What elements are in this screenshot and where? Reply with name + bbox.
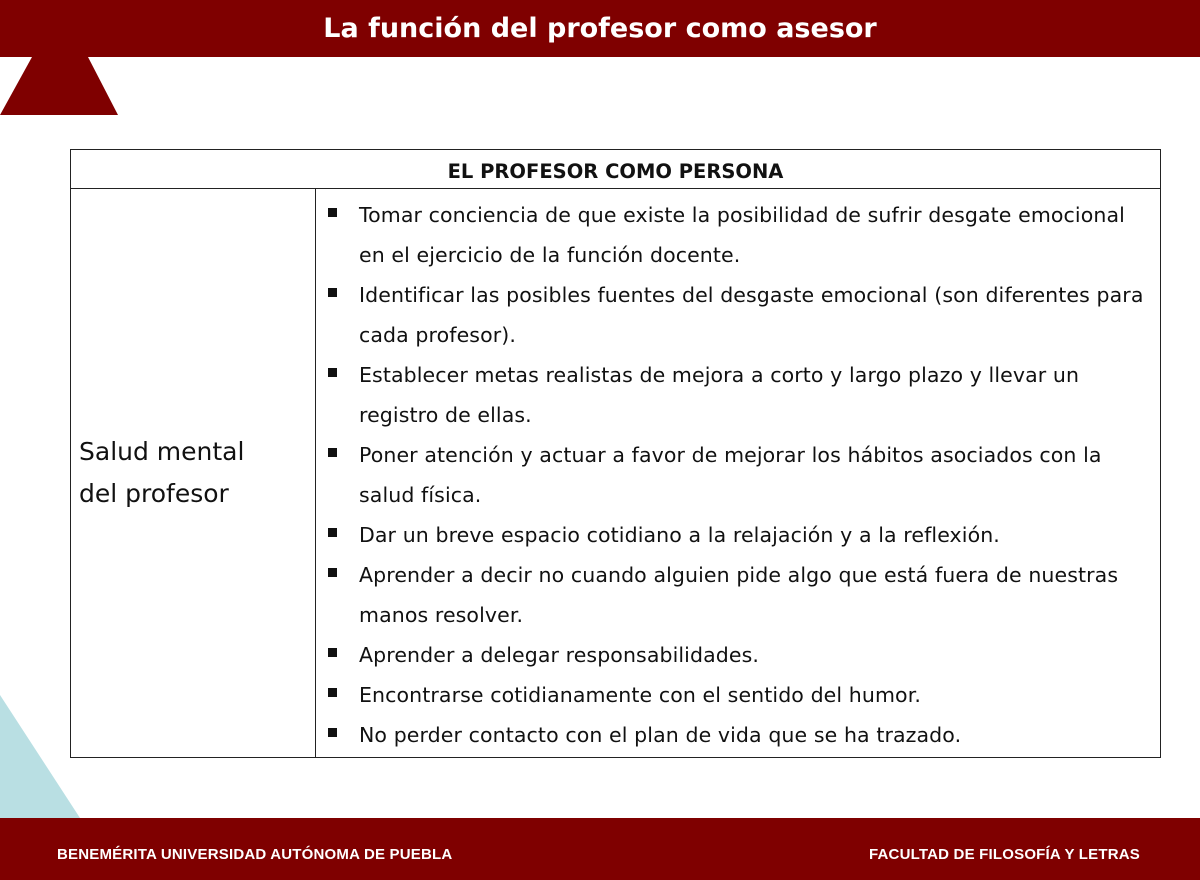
content-table [70, 149, 1161, 758]
list-item-text: Aprender a delegar responsabilidades. [359, 643, 759, 667]
list-item [324, 635, 1152, 675]
list-item-text: Tomar conciencia de que existe la posibilidad de sufrir desgate emocional en el ejercicio de la función docente. [359, 203, 1125, 267]
row-label-line2: del profesor [79, 479, 229, 508]
square-bullet-icon [328, 528, 337, 537]
list-item-text: Identificar las posibles fuentes del desgaste emocional (son diferentes para cada profesor). [359, 283, 1144, 347]
row-label [71, 189, 316, 758]
list-item [324, 715, 1152, 755]
table-heading: EL PROFESOR COMO PERSONA [71, 150, 1161, 189]
slide-title: La función del profesor como asesor [323, 13, 877, 44]
list-item-text: Poner atención y actuar a favor de mejorar los hábitos asociados con la salud física. [359, 443, 1102, 507]
list-item [324, 195, 1152, 275]
list-item [324, 515, 1152, 555]
list-item-text: Establecer metas realistas de mejora a corto y largo plazo y llevar un registro de ellas. [359, 363, 1080, 427]
square-bullet-icon [328, 728, 337, 737]
list-item [324, 435, 1152, 515]
footer-faculty: FACULTAD DE FILOSOFÍA Y LETRAS [868, 846, 1140, 863]
row-label-line1: Salud mental [79, 437, 245, 466]
square-bullet-icon [328, 568, 337, 577]
list-item-text: No perder contacto con el plan de vida que se ha trazado. [359, 723, 962, 747]
footer-university: BENEMÉRITA UNIVERSIDAD AUTÓNOMA DE PUEBLA [57, 846, 453, 863]
square-bullet-icon [328, 368, 337, 377]
square-bullet-icon [328, 688, 337, 697]
items-cell [316, 189, 1161, 758]
list-item [324, 675, 1152, 715]
list-item [324, 275, 1152, 355]
list-item-text: Encontrarse cotidianamente con el sentido del humor. [359, 683, 921, 707]
list-item [324, 355, 1152, 435]
square-bullet-icon [328, 288, 337, 297]
list-item-text: Dar un breve espacio cotidiano a la relajación y a la reflexión. [359, 523, 1000, 547]
list-item [324, 555, 1152, 635]
square-bullet-icon [328, 648, 337, 657]
square-bullet-icon [328, 208, 337, 217]
square-bullet-icon [328, 448, 337, 457]
bullet-list [324, 195, 1152, 755]
list-item-text: Aprender a decir no cuando alguien pide algo que está fuera de nuestras manos resolver. [359, 563, 1119, 627]
header-accent-shape [0, 57, 120, 117]
